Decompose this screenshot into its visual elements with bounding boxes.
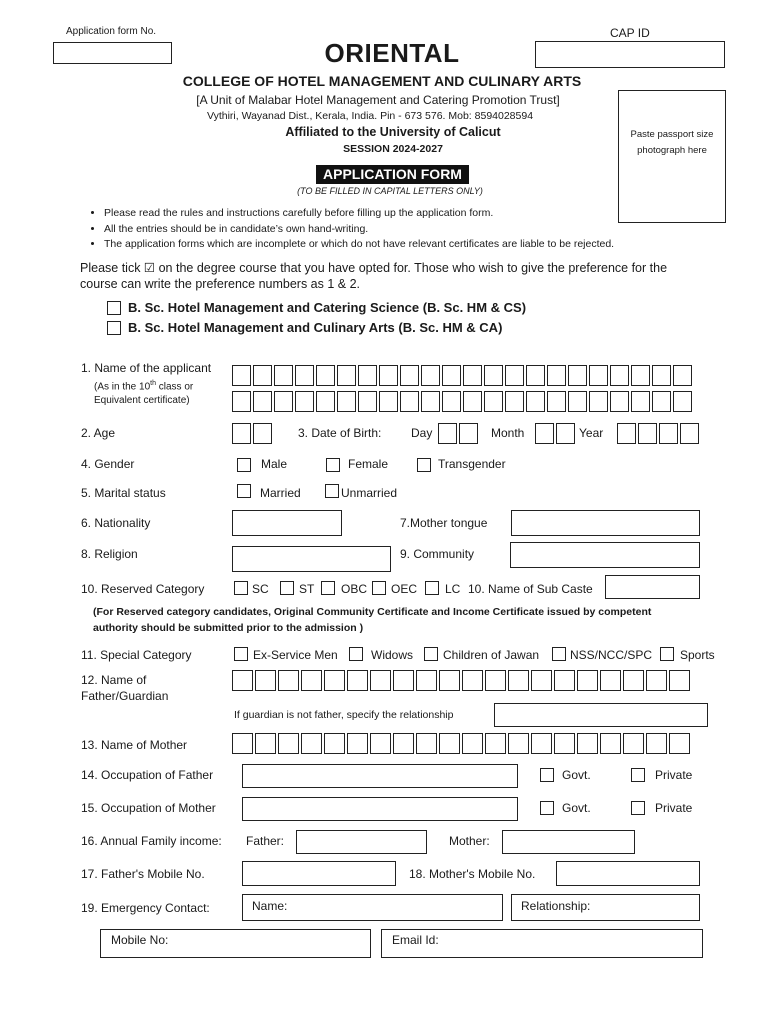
dob-day-label: Day xyxy=(411,426,433,440)
father-mobile-input[interactable] xyxy=(242,861,396,886)
name-note-line2: Equivalent certificate) xyxy=(94,395,190,406)
reserved-sc-checkbox[interactable] xyxy=(234,581,248,595)
occupation-father-input[interactable] xyxy=(242,764,518,788)
session: SESSION 2024-2027 xyxy=(343,143,443,155)
reserved-lc-checkbox[interactable] xyxy=(425,581,439,595)
mother-name-label: 13. Name of Mother xyxy=(81,738,188,752)
reserved-category-label: 10. Reserved Category xyxy=(81,582,205,596)
emergency-email-input[interactable] xyxy=(381,929,703,958)
page-title: ORIENTAL xyxy=(324,38,460,68)
dob-year-label: Year xyxy=(579,426,604,440)
application-form-no-label: Application form No. xyxy=(66,26,157,37)
emergency-mobile-input[interactable] xyxy=(100,929,371,958)
mother-name-cells[interactable] xyxy=(232,733,692,754)
marital-unmarried-checkbox[interactable] xyxy=(325,484,339,498)
mother-tongue-input[interactable] xyxy=(511,510,700,536)
income-label: 16. Annual Family income: xyxy=(81,834,222,848)
cap-id-label: CAP ID xyxy=(610,26,650,40)
dob-month-cells[interactable] xyxy=(535,423,577,444)
name-note-sup: th xyxy=(150,380,156,387)
course-intro-line2: course can write the preference numbers as 1 & 2. xyxy=(80,277,361,291)
instruction-item: • The application forms which are incomplete or which do not have relevant certificates are liable to be rejected. xyxy=(104,237,614,253)
mother-mobile-label: 18. Mother's Mobile No. xyxy=(409,867,536,881)
instruction-item: • Please read the rules and instructions carefully before filling up the application form. xyxy=(104,206,614,222)
occupation-mother-input[interactable] xyxy=(242,797,518,821)
age-label: 2. Age xyxy=(81,426,116,440)
emergency-relationship-label: Relationship: xyxy=(521,899,591,913)
dob-month-label: Month xyxy=(491,426,525,440)
reserved-note-line2: authority should be submitted prior to the admission ) xyxy=(93,622,364,634)
special-jawan-checkbox[interactable] xyxy=(424,647,438,661)
nationality-input[interactable] xyxy=(232,510,342,536)
reserved-sc-label: SC xyxy=(252,582,269,596)
special-nss-label: NSS/NCC/SPC xyxy=(570,648,653,662)
age-cells[interactable] xyxy=(232,423,274,444)
special-exservice-checkbox[interactable] xyxy=(234,647,248,661)
reserved-note-line1: (For Reserved category candidates, Original Community Certificate and Income Certificate issued by competent xyxy=(93,606,652,618)
occupation-father-govt-label: Govt. xyxy=(562,768,591,782)
mother-tongue-label: 7.Mother tongue xyxy=(400,516,488,530)
occupation-mother-private-label: Private xyxy=(655,801,693,815)
photo-instruction: Paste passport size photograph here xyxy=(630,129,714,156)
course-hmca-label: B. Sc. Hotel Management and Culinary Arts (B. Sc. HM & CA) xyxy=(128,320,503,335)
college-name: COLLEGE OF HOTEL MANAGEMENT AND CULINARY ARTS xyxy=(182,73,582,89)
father-name-cells[interactable] xyxy=(232,670,692,691)
income-father-input[interactable] xyxy=(296,830,427,854)
reserved-obc-checkbox[interactable] xyxy=(321,581,335,595)
marital-married-label: Married xyxy=(260,486,301,500)
income-mother-input[interactable] xyxy=(502,830,635,854)
special-sports-label: Sports xyxy=(680,648,715,662)
guardian-relationship-input[interactable] xyxy=(494,703,708,727)
emergency-name-input[interactable] xyxy=(242,894,503,921)
sub-caste-input[interactable] xyxy=(605,575,700,599)
father-mobile-label: 17. Father's Mobile No. xyxy=(81,867,205,881)
gender-female-label: Female xyxy=(348,457,389,471)
emergency-name-label: Name: xyxy=(252,899,288,913)
gender-male-label: Male xyxy=(261,457,288,471)
name-label: 1. Name of the applicant xyxy=(81,361,212,375)
special-jawan-label: Children of Jawan xyxy=(443,648,540,662)
emergency-email-label: Email Id: xyxy=(392,933,439,947)
community-label: 9. Community xyxy=(400,547,475,561)
special-category-label: 11. Special Category xyxy=(81,648,192,662)
nationality-label: 6. Nationality xyxy=(81,516,151,530)
special-nss-checkbox[interactable] xyxy=(552,647,566,661)
marital-label: 5. Marital status xyxy=(81,486,166,500)
dob-label: 3. Date of Birth: xyxy=(298,426,382,440)
reserved-st-label: ST xyxy=(299,582,315,596)
name-note-post: class or xyxy=(156,381,194,393)
emergency-contact-label: 19. Emergency Contact: xyxy=(81,901,210,915)
college-address: Vythiri, Wayanad Dist., Kerala, India. Pin - 673 576. Mob: 8594028594 xyxy=(206,110,534,122)
course-hmcs-label: B. Sc. Hotel Management and Catering Science (B. Sc. HM & CS) xyxy=(128,300,527,315)
sub-caste-label: 10. Name of Sub Caste xyxy=(468,582,593,596)
gender-transgender-checkbox[interactable] xyxy=(417,458,431,472)
father-name-label-line2: Father/Guardian xyxy=(81,689,169,703)
affiliation: Affiliated to the University of Calicut xyxy=(285,125,501,139)
occupation-mother-govt-checkbox[interactable] xyxy=(540,801,554,815)
reserved-obc-label: OBC xyxy=(341,582,368,596)
occupation-father-label: 14. Occupation of Father xyxy=(81,768,214,782)
religion-input[interactable] xyxy=(232,546,391,572)
name-note-pre: (As in the 10 xyxy=(94,381,151,393)
occupation-mother-label: 15. Occupation of Mother xyxy=(81,801,216,815)
occupation-father-govt-checkbox[interactable] xyxy=(540,768,554,782)
course-hmca-checkbox[interactable] xyxy=(107,321,121,335)
photo-box[interactable] xyxy=(618,90,726,223)
emergency-mobile-label: Mobile No: xyxy=(111,933,169,947)
special-sports-checkbox[interactable] xyxy=(660,647,674,661)
reserved-oec-checkbox[interactable] xyxy=(372,581,386,595)
course-intro-line1: Please tick ☑ on the degree course that you have opted for. Those who wish to give the preference for the xyxy=(80,261,668,275)
trust-unit: [A Unit of Malabar Hotel Management and Catering Promotion Trust] xyxy=(196,93,560,107)
dob-day-cells[interactable] xyxy=(438,423,480,444)
capital-letters-note: (TO BE FILLED IN CAPITAL LETTERS ONLY) xyxy=(297,186,483,196)
income-mother-label: Mother: xyxy=(449,834,490,848)
occupation-father-private-checkbox[interactable] xyxy=(631,768,645,782)
community-input[interactable] xyxy=(510,542,700,568)
course-hmcs-checkbox[interactable] xyxy=(107,301,121,315)
instructions-list xyxy=(88,206,614,253)
name-cells-row2[interactable] xyxy=(232,391,694,412)
reserved-st-checkbox[interactable] xyxy=(280,581,294,595)
gender-label: 4. Gender xyxy=(81,457,135,471)
marital-unmarried-label: Unmarried xyxy=(341,486,398,500)
special-widows-label: Widows xyxy=(371,648,414,662)
reserved-lc-label: LC xyxy=(445,582,461,596)
name-note xyxy=(94,380,193,392)
emergency-relationship-input[interactable] xyxy=(511,894,700,921)
marital-married-checkbox[interactable] xyxy=(237,484,251,498)
gender-transgender-label: Transgender xyxy=(438,457,506,471)
form-title: APPLICATION FORM xyxy=(316,165,469,184)
income-father-label: Father: xyxy=(246,834,285,848)
guardian-relationship-label: If guardian is not father, specify the relationship xyxy=(234,709,454,721)
gender-male-checkbox[interactable] xyxy=(237,458,251,472)
occupation-mother-govt-label: Govt. xyxy=(562,801,591,815)
special-widows-checkbox[interactable] xyxy=(349,647,363,661)
gender-female-checkbox[interactable] xyxy=(326,458,340,472)
name-cells-row1[interactable] xyxy=(232,365,694,386)
occupation-mother-private-checkbox[interactable] xyxy=(631,801,645,815)
reserved-oec-label: OEC xyxy=(391,582,418,596)
occupation-father-private-label: Private xyxy=(655,768,693,782)
instruction-item: • All the entries should be in candidate’s own hand-writing. xyxy=(104,222,614,238)
special-exservice-label: Ex-Service Men xyxy=(253,648,338,662)
mother-mobile-input[interactable] xyxy=(556,861,700,886)
father-name-label-line1: 12. Name of xyxy=(81,673,147,687)
dob-year-cells[interactable] xyxy=(617,423,701,444)
religion-label: 8. Religion xyxy=(81,547,138,561)
